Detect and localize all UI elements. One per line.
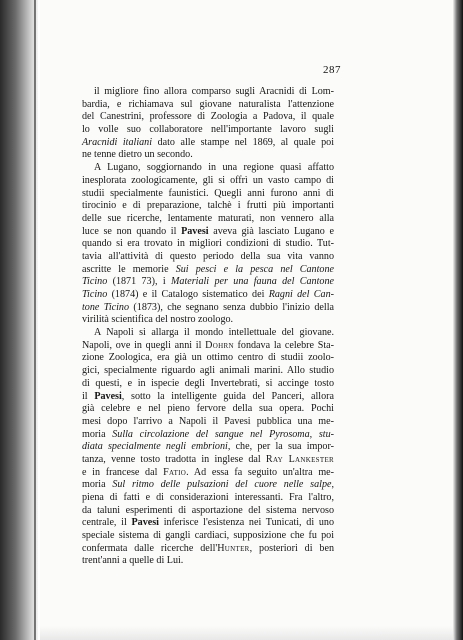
text-span: inesplorata zoologicamente, gli si offrì un vasto campo di	[82, 174, 334, 186]
text-span: studii specialmente faunistici. Quegli anni furono anni di	[82, 187, 334, 199]
text-span: di questi, e in ispecie degli Invertebrati, si accinge tosto	[82, 377, 334, 389]
text-line	[82, 403, 334, 416]
text-line	[82, 314, 334, 327]
page-number: 287	[323, 64, 341, 76]
paragraph	[82, 162, 334, 327]
text-line	[82, 378, 334, 391]
book-binding-shadow	[0, 0, 38, 640]
text-span: inferisce l'esistenza nei Tunicati, di uno	[158, 517, 334, 529]
text-line	[82, 365, 334, 378]
text-span: aveva già lasciato Lugano e	[208, 225, 334, 237]
styled-text-span: Sul ritmo delle pulsazioni del cuore nelle salpe	[112, 479, 332, 491]
text-line	[82, 251, 334, 264]
styled-text-span: tone Ticino	[82, 301, 130, 313]
styled-text-span: Dohrn	[205, 339, 234, 351]
text-span: virilità scientifica del nostro zoologo.	[82, 314, 234, 326]
text-line	[82, 137, 334, 150]
text-line	[82, 124, 334, 137]
text-span: del Canestrini, professore di Zoologia a Padova, il quale	[82, 111, 334, 123]
styled-text-span: Pavesi	[131, 517, 159, 529]
text-span: moria	[82, 428, 113, 440]
text-line	[82, 454, 334, 467]
text-span: moria	[82, 479, 113, 491]
text-span: lo volle suo collaboratore nell'importante lavoro sugli	[82, 124, 334, 136]
body-text	[82, 86, 334, 568]
text-line	[82, 162, 334, 175]
styled-text-span: Fatio	[163, 466, 187, 478]
text-line	[82, 149, 334, 162]
text-line	[82, 467, 334, 480]
text-span: (1874) e il Catalogo sistematico dei	[107, 289, 269, 300]
text-span: dato alle stampe nel 1869, al quale poi	[152, 136, 334, 148]
page-bottom-tone	[40, 626, 453, 640]
text-line	[82, 200, 334, 213]
text-line	[82, 429, 334, 442]
page-edge-shadow	[453, 0, 463, 640]
text-line	[82, 302, 334, 315]
styled-text-span: Sui pesci e la pesca nel Cantone	[175, 263, 334, 275]
text-span: gici, specialmente riguardo agli animali marini. Allo studio	[82, 365, 334, 377]
paragraph	[82, 86, 334, 162]
styled-text-span: Pavesi	[94, 390, 122, 402]
text-line	[82, 505, 334, 518]
text-line	[82, 340, 334, 353]
text-line	[82, 352, 334, 365]
text-line	[82, 264, 334, 277]
text-span: , che, per la sua impor-	[227, 441, 334, 453]
text-line	[82, 492, 334, 505]
text-line	[82, 391, 334, 404]
text-span: Napoli, ove in quegli anni il	[82, 339, 206, 351]
styled-text-span: Materiali per una fauna del Cantone	[170, 276, 334, 288]
styled-text-span: diata specialmente negli embrioni	[82, 441, 228, 453]
text-span: A Lugano, soggiornando in una regione quasi affatto	[94, 162, 334, 174]
text-span: mesi dopo l'arrivo a Napoli il Pavesi pubblica una me-	[82, 415, 334, 427]
text-line	[82, 416, 334, 429]
text-line	[82, 289, 334, 302]
text-line	[82, 441, 334, 454]
text-line	[82, 555, 334, 568]
text-line	[82, 111, 334, 124]
text-span: centrale, il	[82, 517, 132, 529]
text-span: zione Zoologica, era già un ottimo centro di studii zoolo-	[82, 352, 334, 364]
text-span: bardia, e richiamava sul giovane naturalista l'attenzione	[82, 98, 334, 110]
text-line	[82, 188, 334, 201]
text-span: delle sue ricerche, lentamente maturati, non vennero alla	[82, 212, 334, 224]
text-span: quando si era trovato in migliori condizioni di studio. Tut-	[82, 238, 334, 250]
text-span: piena di fatti e di considerazioni interessanti. Fra l'altro,	[82, 492, 334, 503]
text-line	[82, 517, 334, 530]
styled-text-span: Ticino	[82, 276, 108, 288]
text-line	[82, 213, 334, 226]
styled-text-span: Aracnidi italiani	[82, 136, 153, 148]
text-span: tavia all'attività di questo periodo della sua vita vanno	[82, 250, 334, 262]
text-line	[82, 86, 334, 99]
styled-text-span: Hunter	[217, 542, 250, 554]
binding-edge-line	[34, 0, 36, 640]
text-line	[82, 99, 334, 112]
text-line	[82, 479, 334, 492]
text-line	[82, 175, 334, 188]
text-span: fondava la celebre Sta-	[233, 339, 335, 351]
text-span: A Napoli si allarga il mondo intellettuale del giovane.	[94, 327, 334, 339]
text-span: già celebre e nel pieno fervore della sua opera. Pochi	[82, 403, 334, 415]
text-span: . Ad essa fa seguito un'altra me-	[186, 466, 335, 478]
text-span: il	[82, 390, 95, 402]
text-span: ascritte le memorie	[82, 263, 176, 275]
text-span: tanza, venne tosto tradotta in inglese dal	[82, 453, 266, 465]
text-span: , sotto la intelligente guida del Panceri, allora	[121, 390, 334, 402]
text-span: confermata dalle ricerche dell'	[82, 542, 218, 554]
styled-text-span: Ragni del Can-	[268, 289, 334, 300]
paragraph	[82, 327, 334, 568]
text-span: e in francese dal	[82, 466, 164, 478]
text-span: speciale sistema di gangli cardiaci, supposizione che fu poi	[82, 530, 334, 542]
styled-text-span: Ray Lankester	[265, 453, 334, 465]
text-line	[82, 530, 334, 543]
text-line	[82, 327, 334, 340]
text-span: (1871 73), i	[107, 276, 171, 288]
text-span: trent'anni a quelle di Lui.	[82, 555, 184, 567]
text-line	[82, 226, 334, 239]
text-span: tirocinio e di preparazione, talchè i frutti più importanti	[82, 200, 334, 212]
text-span: , posteriori di ben	[249, 542, 334, 554]
text-line	[82, 543, 334, 556]
text-span: da taluni esperimenti di asportazione del sistema nervoso	[82, 504, 334, 516]
text-span: il migliore fino allora comparso sugli Aracnidi di Lom-	[94, 86, 334, 97]
text-span: ne tenne dietro un secondo.	[82, 149, 193, 161]
text-span: luce se non quando il	[82, 225, 182, 237]
text-line	[82, 276, 334, 289]
text-span: (1873), che segnano senza dubbio l'inizio della	[129, 301, 334, 313]
styled-text-span: Ticino	[82, 289, 108, 300]
styled-text-span: Sulla circolazione del sangue nel Pyrosoma, stu-	[112, 428, 334, 440]
styled-text-span: Pavesi	[181, 225, 209, 237]
text-span: ,	[331, 479, 334, 491]
text-line	[82, 238, 334, 251]
